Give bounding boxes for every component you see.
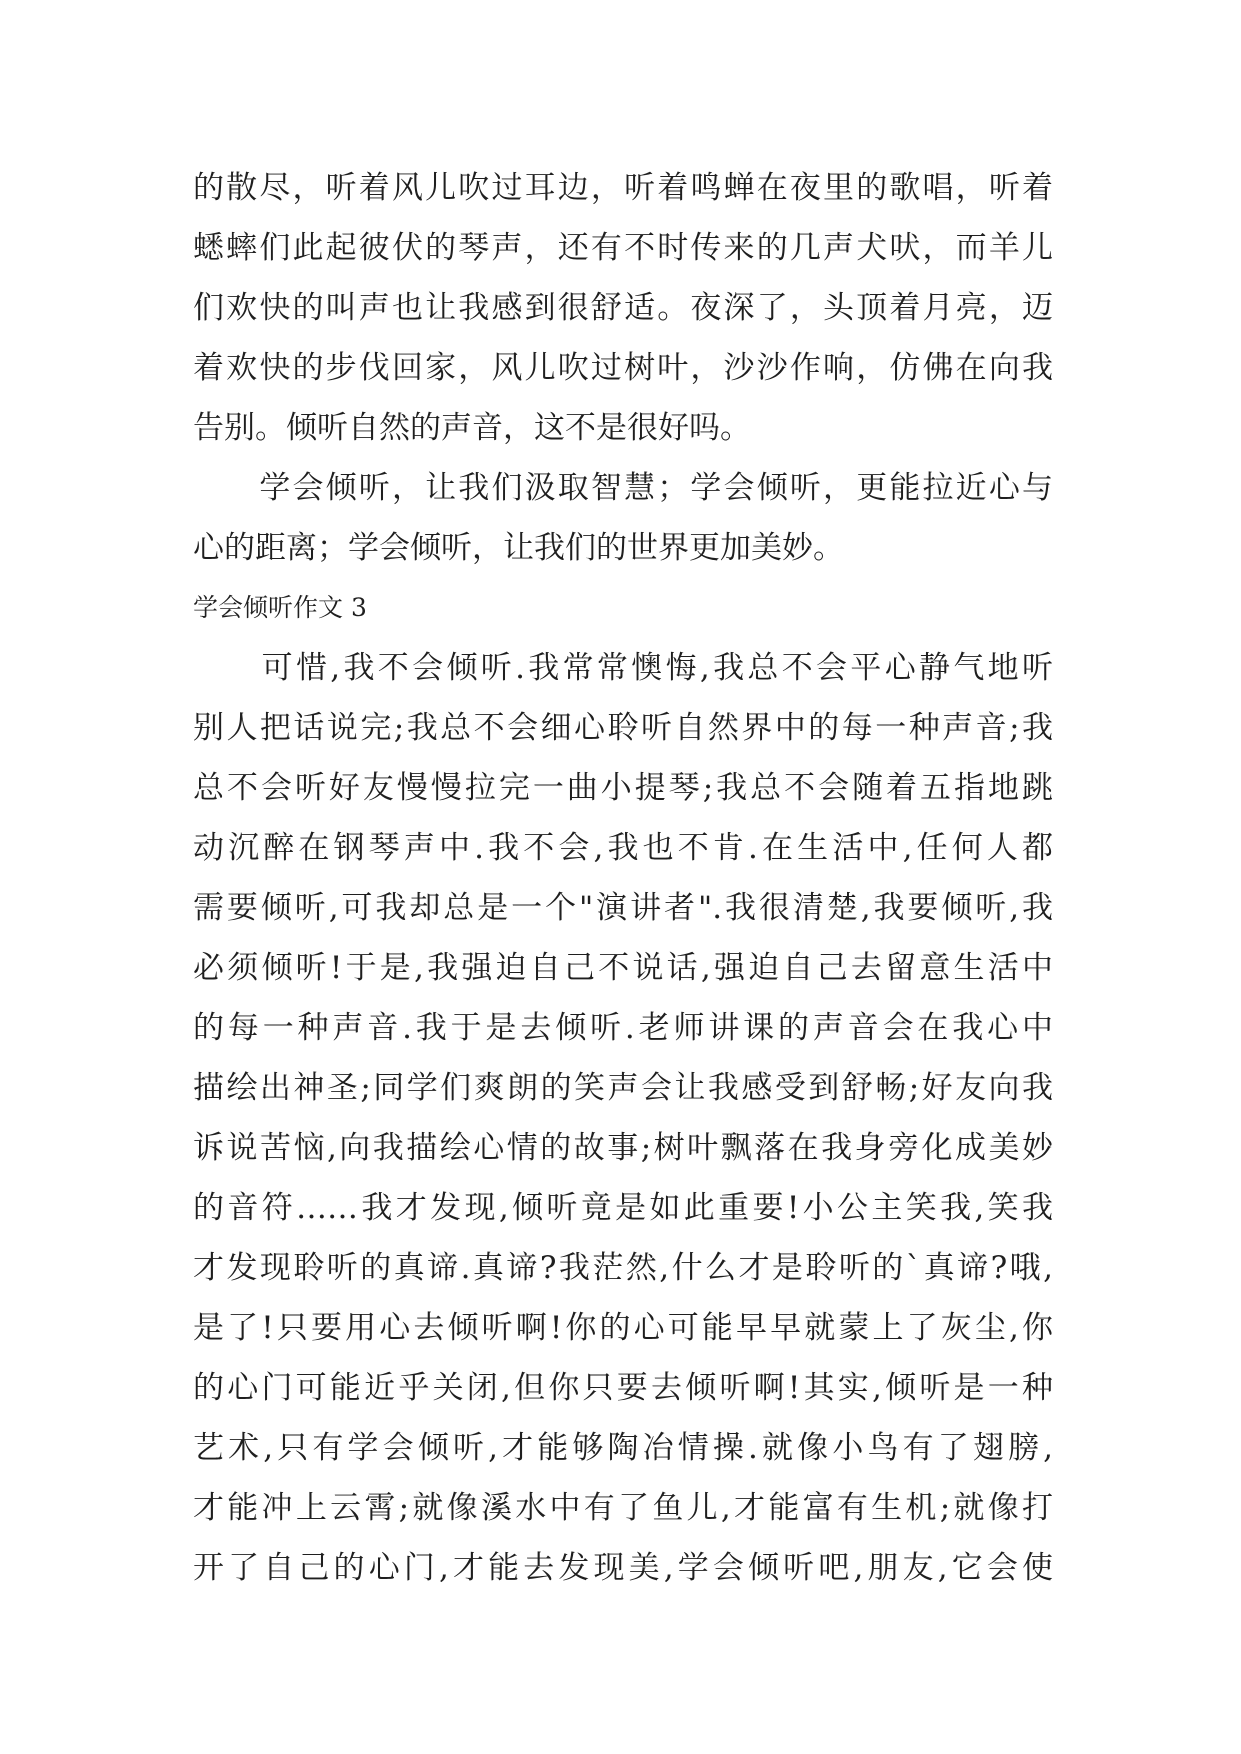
text-line: 的每一种声音.我于是去倾听.老师讲课的声音会在我心中 <box>193 1010 1053 1046</box>
section-heading: 学会倾听作文 3 <box>193 593 367 622</box>
text-line: 心的距离；学会倾听，让我们的世界更加美妙。 <box>193 530 844 566</box>
text-line: 需要倾听,可我却总是一个"演讲者".我很清楚,我要倾听,我 <box>193 890 1053 926</box>
text-line: 别人把话说完;我总不会细心聆听自然界中的每一种声音;我 <box>193 710 1053 746</box>
text-line: 告别。倾听自然的声音，这不是很好吗。 <box>193 410 751 446</box>
text-line: 是了!只要用心去倾听啊!你的心可能早早就蒙上了灰尘,你 <box>193 1310 1053 1346</box>
text-line: 的散尽，听着风儿吹过耳边，听着鸣蝉在夜里的歌唱，听着 <box>193 170 1053 206</box>
text-line: 着欢快的步伐回家，风儿吹过树叶，沙沙作响，仿佛在向我 <box>193 350 1053 386</box>
text-line: 才能冲上云霄;就像溪水中有了鱼儿,才能富有生机;就像打 <box>193 1490 1053 1526</box>
text-line: 才发现聆听的真谛.真谛?我茫然,什么才是聆听的`真谛?哦, <box>193 1250 1053 1286</box>
text-line: 艺术,只有学会倾听,才能够陶冶情操.就像小鸟有了翅膀, <box>193 1430 1053 1466</box>
text-line: 必须倾听!于是,我强迫自己不说话,强迫自己去留意生活中 <box>193 950 1053 986</box>
text-line: 的心门可能近乎关闭,但你只要去倾听啊!其实,倾听是一种 <box>193 1370 1053 1406</box>
text-line: 诉说苦恼,向我描绘心情的故事;树叶飘落在我身旁化成美妙 <box>193 1130 1053 1166</box>
text-line: 可惜,我不会倾听.我常常懊悔,我总不会平心静气地听 <box>193 650 1053 686</box>
text-line: 学会倾听，让我们汲取智慧；学会倾听，更能拉近心与 <box>193 470 1053 506</box>
document-body <box>193 158 1053 1598</box>
text-line: 总不会听好友慢慢拉完一曲小提琴;我总不会随着五指地跳 <box>193 770 1053 806</box>
text-line: 开了自己的心门,才能去发现美,学会倾听吧,朋友,它会使 <box>193 1550 1053 1586</box>
text-line: 动沉醉在钢琴声中.我不会,我也不肯.在生活中,任何人都 <box>193 830 1053 866</box>
text-line: 蟋蟀们此起彼伏的琴声，还有不时传来的几声犬吠，而羊儿 <box>193 230 1053 266</box>
text-line: 们欢快的叫声也让我感到很舒适。夜深了，头顶着月亮，迈 <box>193 290 1053 326</box>
text-line: 的音符……我才发现,倾听竟是如此重要!小公主笑我,笑我 <box>193 1190 1053 1226</box>
text-line: 描绘出神圣;同学们爽朗的笑声会让我感受到舒畅;好友向我 <box>193 1070 1053 1106</box>
